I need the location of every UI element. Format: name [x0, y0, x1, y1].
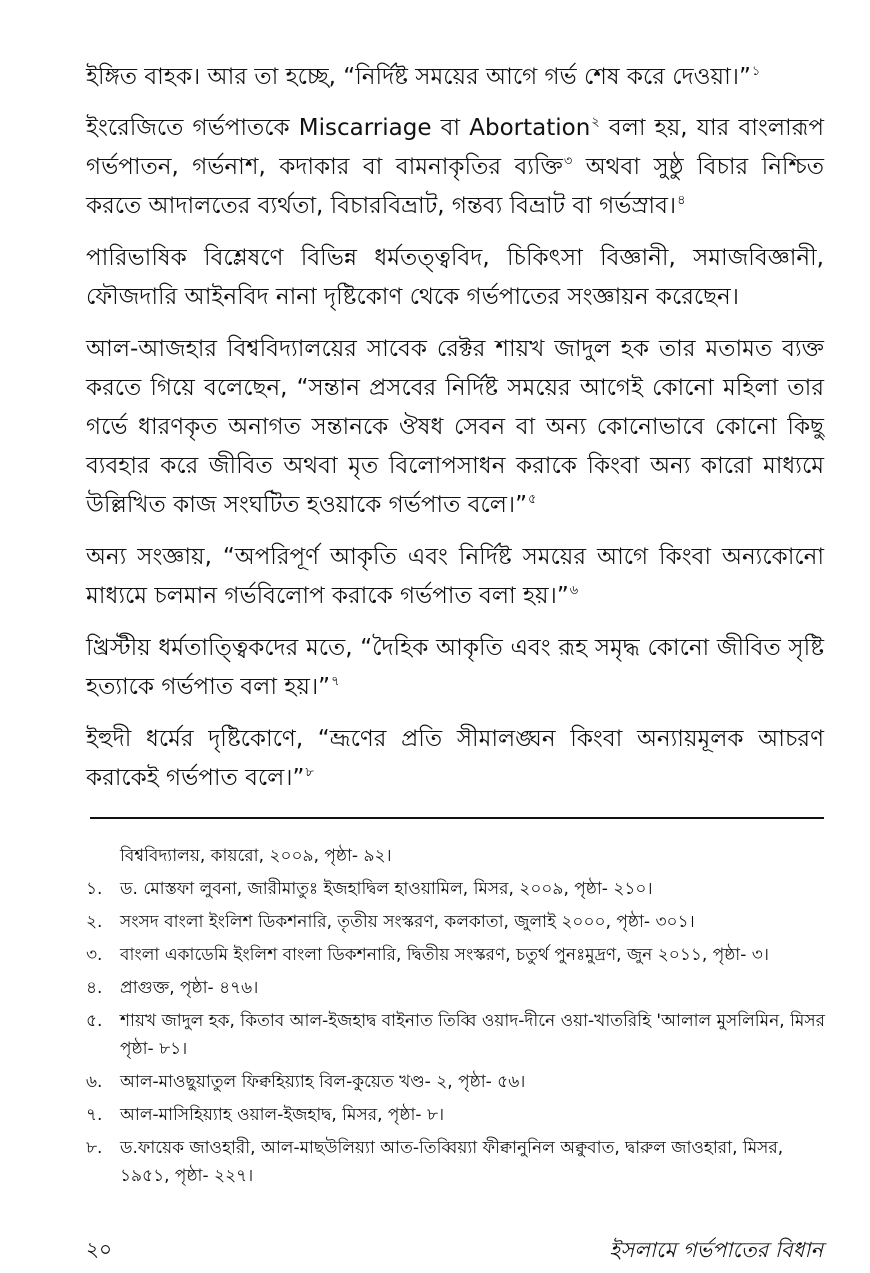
footnote-ref-2: ২ — [591, 115, 600, 130]
footnote-ref-3: ৩ — [563, 154, 573, 169]
main-text — [86, 58, 824, 811]
paragraph-1: ইঙ্গিত বাহক। আর তা হচ্ছে, “নির্দিষ্ট সময়ের আগে গর্ভ শেষ করে দেওয়া।”$^১$ — [86, 64, 761, 90]
paragraph-6: খ্রিস্টীয় ধর্মতাত্ত্বিকদের মতে, “দৈহিক আকৃতি এবং রূহ সমৃদ্ধ কোনো জীবিত সৃষ্টি হত্যাকে গর্ভপাত বলা হয়।”$^৭$ — [86, 635, 824, 700]
footnote-text: শায়খ জাদুল হক, কিতাব আল-ইজহাদ্ব বাইনাত তিব্বি ওয়াদ-দীনে ওয়া-খাতরিহি 'আলাল মুসলিমিন, মিসর পৃষ্ঠা- ৮১। — [120, 1011, 825, 1059]
footnote-number: ৬. — [86, 1072, 103, 1092]
footnote-ref-1: ১ — [751, 64, 761, 79]
footnote-text: ড.ফায়েক জাওহারী, আল-মাছউলিয়্যা আত-তিব্বিয়্যা ফীক্বানুনিল অক্বুবাত, দ্বারুল জাওহারা, মিসর, ১৯৫১, পৃষ্ঠা- ২২৭। — [120, 1138, 784, 1186]
footnote-text: আল-মাসিহিয়্যাহ ওয়াল-ইজহাদ্ব, মিসর, পৃষ্ঠা- ৮। — [120, 1105, 445, 1125]
footnote-continuation: বিশ্ববিদ্যালয়, কায়রো, ২০০৯, পৃষ্ঠা- ৯২। — [120, 846, 392, 866]
footnote-item — [86, 875, 826, 903]
footnote-item — [86, 974, 826, 1002]
footnote-number: ৫. — [86, 1011, 103, 1031]
footnote-item — [86, 1007, 826, 1063]
footnote-number: ৪. — [86, 978, 103, 998]
footnotes — [86, 842, 826, 1195]
page-number: ২০ — [86, 1237, 113, 1261]
footnote-ref-6: ৬ — [569, 583, 579, 598]
footnote-item — [86, 941, 826, 969]
footnote-ref-8: ৮ — [305, 765, 314, 780]
footnote-text: প্রাগুক্ত, পৃষ্ঠা- ৪৭৬। — [120, 978, 259, 998]
paragraph-2: ইংরেজিতে গর্ভপাতকে Miscarriage বা Abortation$^২$ বলা হয়, যার বাংলারূপ গর্ভপাতন, গর্ভনাশ, কদাকার বা বামনাকৃতির ব্যক্তি$^৩$ অথবা সুষ্ঠু বিচার নিশ্চিত করতে আদালতের ব্যর্থতা, বিচারবিভ্রাট, গন্তব্য বিভ্রাট বা গর্ভস্রাব।$^৪$ — [86, 115, 825, 219]
footnote-text: সংসদ বাংলা ইংলিশ ডিকশনারি, তৃতীয় সংস্করণ, কলকাতা, জুলাই ২০০০, পৃষ্ঠা- ৩০১। — [120, 912, 695, 932]
footnote-text: আল-মাওছুয়াতুল ফিক্বহিয়্যাহ বিল-কুয়েত খণ্ড- ২, পৃষ্ঠা- ৫৬। — [120, 1072, 526, 1092]
paragraph-3: পারিভাষিক বিশ্লেষণে বিভিন্ন ধর্মতত্ত্ববিদ, চিকিৎসা বিজ্ঞানী, সমাজবিজ্ঞানী, ফৌজদারি আইনবিদ নানা দৃষ্টিকোণ থেকে গর্ভপাতের সংজ্ঞায়ন করেছেন। — [86, 245, 824, 310]
footnote-number: ৩. — [86, 945, 103, 965]
footnote-number: ১. — [86, 879, 103, 899]
footnote-ref-5: ৫ — [528, 492, 537, 507]
footnote-number: ৭. — [86, 1105, 103, 1125]
footnote-item — [86, 908, 826, 936]
footnote-text: বাংলা একাডেমি ইংলিশ বাংলা ডিকশনারি, দ্বিতীয় সংস্করণ, চতুর্থ পুনঃমুদ্রণ, জুন ২০১১, পৃষ্ঠা- ৩। — [120, 945, 769, 965]
footnote-number: ৮. — [86, 1138, 103, 1158]
footnote-ref-4: ৪ — [677, 193, 686, 208]
footnote-ref-7: ৭ — [331, 674, 340, 689]
footnote-item — [86, 1068, 826, 1096]
running-footer-title: ইসলামে গর্ভপাতের বিধান — [609, 1238, 823, 1262]
paragraph-7: ইহুদী ধর্মের দৃষ্টিকোণে, “ভ্রূণের প্রতি সীমালঙ্ঘন কিংবা অন্যায়মূলক আচরণ করাকেই গর্ভপাত বলে।”$^৮$ — [86, 726, 824, 791]
footnote-item — [86, 1101, 826, 1129]
footnote-item — [86, 1134, 826, 1190]
footnote-number: ২. — [86, 912, 103, 932]
paragraph-4: আল-আজহার বিশ্ববিদ্যালয়ের সাবেক রেক্টর শায়খ জাদুল হক তার মতামত ব্যক্ত করতে গিয়ে বলেছেন, “সন্তান প্রসবের নির্দিষ্ট সময়ের আগেই কোনো মহিলা তার গর্ভে ধারণকৃত অনাগত সন্তানকে ঔষধ সেবন বা অন্য কোনোভাবে কোনো কিছু ব্যবহার করে জীবিত অথবা মৃত বিলোপসাধন করাকে কিংবা অন্য কারো মাধ্যমে উল্লিখিত কাজ সংঘটিত হওয়াকে গর্ভপাত বলে।”$^৫$ — [86, 336, 824, 518]
footnote-divider — [90, 817, 824, 819]
paragraph-5: অন্য সংজ্ঞায়, “অপরিপূর্ণ আকৃতি এবং নির্দিষ্ট সময়ের আগে কিংবা অন্যকোনো মাধ্যমে চলমান গর্ভবিলোপ করাকে গর্ভপাত বলা হয়।”$^৬$ — [86, 544, 824, 609]
footnote-text: ড. মোস্তফা লুবনা, জারীমাতুঃ ইজহাদ্বিল হাওয়ামিল, মিসর, ২০০৯, পৃষ্ঠা- ২১০। — [120, 879, 653, 899]
